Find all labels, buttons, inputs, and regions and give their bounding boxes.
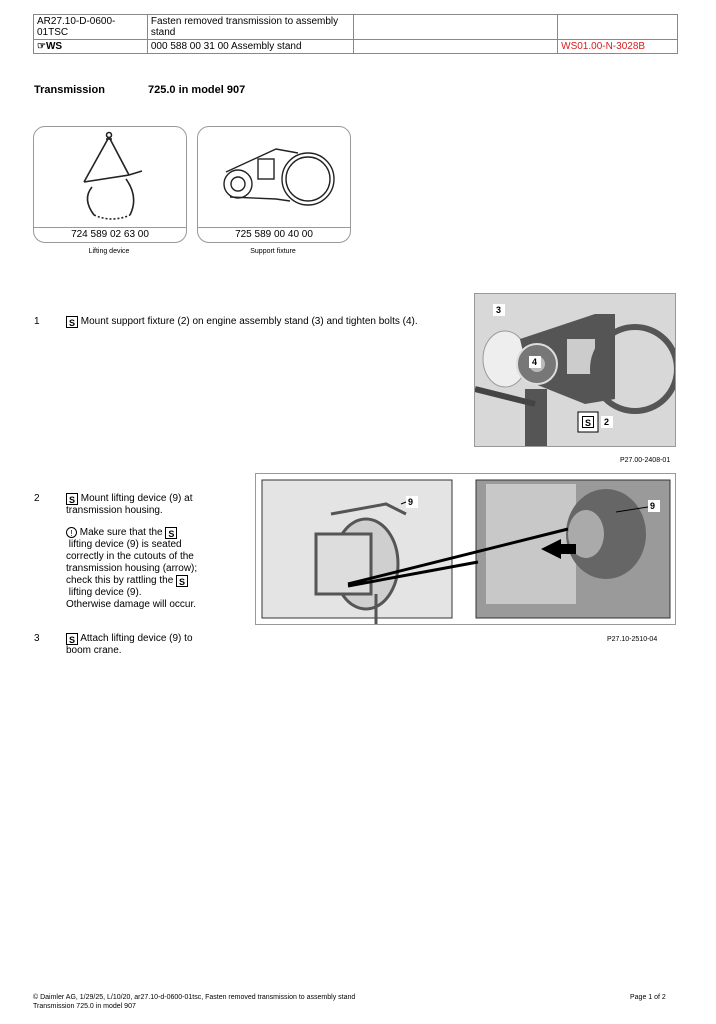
page-number: Page 1 of 2 (630, 994, 666, 1001)
header-cell-empty-3 (353, 40, 558, 54)
assembly-stand-tool: 000 588 00 31 00 Assembly stand (147, 40, 353, 54)
tool-symbol-icon: S (176, 575, 188, 587)
step-1-number: 1 (34, 316, 40, 327)
section-label: Transmission (34, 84, 105, 96)
fig2-reference: P27.10-2510-04 (607, 636, 658, 643)
header-row-1 (34, 15, 678, 40)
step-3-line-2: boom crane. (66, 645, 122, 656)
support-fixture-card (197, 126, 351, 243)
header-cell-empty (353, 15, 558, 40)
support-fixture-photo (474, 293, 676, 447)
tool-symbol-icon: S (165, 527, 177, 539)
note-line-7: Otherwise damage will occur. (66, 599, 197, 610)
note-line-3: correctly in the cutouts of the (66, 551, 194, 562)
tool-symbol-icon: S (66, 493, 78, 505)
footer-line-1: © Daimler AG, 1/29/25, L/10/20, ar27.10-d-0600-01tsc, Fasten removed transmission to assembly stand (33, 994, 356, 1001)
support-fixture-part-no: 725 589 00 40 00 (198, 227, 350, 242)
footer (33, 993, 593, 1011)
doc-title: Fasten removed transmission to assembly stand (147, 15, 353, 40)
lifting-device-photos-drawing (256, 474, 675, 624)
fig1-label-2: 2 (604, 417, 610, 427)
note-symbol-icon: ! (66, 527, 77, 538)
step-2-line-1: Mount lifting device (9) at (80, 493, 193, 504)
hand-pointer-icon: ☞ (37, 41, 46, 52)
step-2-line-2: transmission housing. (66, 505, 163, 516)
lifting-device-part-no: 724 589 02 63 00 (34, 227, 186, 242)
section-model: 725.0 in model 907 (148, 84, 246, 96)
header-table (33, 14, 678, 54)
note-line-1: Make sure that the (79, 527, 163, 538)
note-line-5: check this by rattling the (66, 575, 174, 586)
fig1-label-4: 4 (532, 357, 538, 367)
support-fixture-caption: Support fixture (250, 248, 296, 255)
ws-label: WS (45, 41, 63, 52)
note-line-4: transmission housing (arrow); (66, 563, 198, 574)
support-fixture-photo-drawing (475, 294, 675, 446)
fig1-label-3: 3 (496, 305, 502, 315)
fig1-reference: P27.00-2408-01 (620, 457, 671, 464)
header-row-2 (34, 40, 678, 54)
step-3-line-1: Attach lifting device (9) to (80, 633, 193, 644)
header-cell-empty-2 (558, 15, 678, 40)
tool-symbol-icon: S (66, 316, 78, 328)
ws-reference-link[interactable]: WS01.00-N-3028B (558, 40, 678, 54)
doc-id: AR27.10-D-0600-01TSC (34, 15, 148, 40)
step-2-number: 2 (34, 493, 40, 504)
fig2-label-9a: 9 (408, 497, 414, 507)
step-1-text: Mount support fixture (2) on engine assembly stand (3) and tighten bolts (4). (80, 316, 418, 327)
step-1 (66, 316, 446, 328)
note-line-2: lifting device (9) is seated (68, 539, 182, 550)
tool-symbol-icon: S (582, 416, 594, 428)
step-3-number: 3 (34, 633, 40, 644)
tool-symbol-icon: S (66, 633, 78, 645)
lifting-device-illustration (34, 127, 186, 227)
support-fixture-illustration (198, 127, 350, 227)
lifting-device-photos (255, 473, 676, 625)
step-3 (66, 633, 246, 657)
step-2 (66, 493, 246, 611)
lifting-device-caption: Lifting device (88, 248, 130, 255)
footer-line-2: Transmission 725.0 in model 907 (33, 1003, 136, 1010)
fig2-label-9b: 9 (650, 501, 656, 511)
ws-cell (34, 40, 148, 54)
step-2-note (66, 527, 246, 611)
lifting-device-card (33, 126, 187, 243)
note-line-6: lifting device (9). (68, 587, 142, 598)
